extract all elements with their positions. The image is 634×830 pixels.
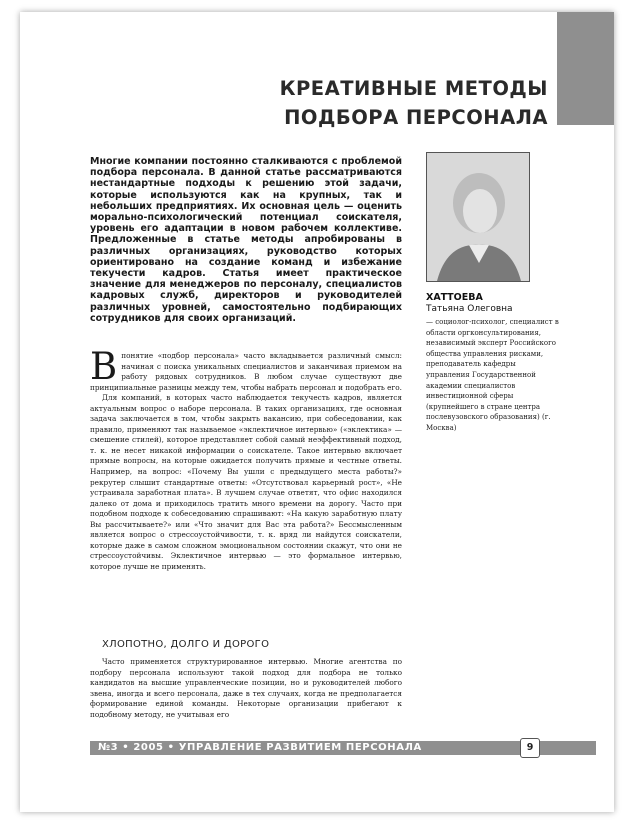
paragraph: Для компаний, в которых часто наблюдается текучесть кадров, является актуальным вопрос о наборе персонала. В таких организациях, где основная задача заключается в том, чтобы закрыть вакансию, при собеседовании, как правило, применяют так называемое «эклектичное интервью» («эклектика» — смешение стилей), которое представляет собой самый неэффективный подход, т. к. не несет никакой информации о соискателе. Такое интервью включает прямые вопросы, на которые ожидается получить прямые и честные ответы. Например, на вопрос: «Почему Вы ушли с предыдущего места работы?» рекрутер слышит стандартные ответы: «Отсутствовал карьерный рост», «Не устраивала заработная плата». В лучшем случае ответят, что офис находился далеко от дома и приходилось тратить много времени на дорогу. Часто при подобном подходе к собеседованию спрашивают: «На какую заработную плату Вы рассчитываете?» или «Что значит для Вас эта работа?» Бессмысленным является вопрос о стрессоустойчивости, т. к. вряд ли найдутся соискатели, которые даже в самом сложном эмоциональном состоянии скажут, что они не стрессоустойчивы. Эклектичное интервью — это формальное интервью, которое лучше не применять. (90, 393, 402, 571)
drop-cap: В (90, 345, 118, 388)
page-number: 9 (520, 738, 540, 758)
paragraph (90, 345, 402, 393)
section-subheading: ХЛОПОТНО, ДОЛГО И ДОРОГО (102, 639, 270, 650)
author-portrait-image (427, 153, 529, 281)
author-surname: ХАТТОЕВА (426, 292, 483, 303)
article-title (280, 74, 548, 132)
author-bio: — социолог-психолог, специалист в области оргконсультирования, независимый эксперт Российского общества управления рисками, преподаватель кафедры управления Государственной академии специалистов инвестиционной сферы (крупнейшего в стране центра послевузовского образования) (г. Москва) (426, 318, 559, 432)
article-lead: Многие компании постоянно сталкиваются с проблемой подбора персонала. В данной статье рассматриваются нестандартные подходы к решению этой задачи, которые используются как на крупных, так и небольших предприятиях. Их основная цель — оценить морально-психологический потенциал соискателя, уровень его адаптации в новом рабочем коллективе. Предложенные в статье методы апробированы в различных организациях, руководство которых ориентировано на создание команд и избежание текучести кадров. Статья имеет практическое значение для менеджеров по персоналу, специалистов кадровых служб, директоров и руководителей различных уровней, самостоятельно подбирающих сотрудников для своих организаций. (90, 156, 402, 324)
title-line-2: ПОДБОРА ПЕРСОНАЛА (284, 106, 548, 129)
paragraph: Часто применяется структурированное интервью. Многие агентства по подбору персонала используют такой подход для подбора не только кандидатов на высшие управленческие позиции, но и руководителей любого звена, иногда и всего персонала, даже в тех случаях, когда не предполагается формирование единой команды. Некоторые организации прибегают к подобному методу, не учитывая его (90, 657, 402, 719)
footer-issue: №3 • 2005 • УПРАВЛЕНИЕ РАЗВИТИЕМ ПЕРСОНАЛА (98, 742, 422, 753)
article-body (90, 345, 402, 572)
author-name: Татьяна Олеговна (426, 304, 513, 314)
paragraph-text: понятие «подбор персонала» часто вкладывается различный смысл: начиная с поиска уникальных специалистов и заканчивая приемом на работу рядовых сотрудников. В любом случае существуют две принципиальные разницы между тем, чтобы набрать персонал и подобрать его. (90, 351, 402, 392)
author-photo (426, 152, 530, 282)
corner-tab (557, 12, 614, 125)
title-line-1: КРЕАТИВНЫЕ МЕТОДЫ (279, 77, 548, 100)
magazine-page (20, 12, 614, 812)
article-body-continued (90, 657, 402, 720)
